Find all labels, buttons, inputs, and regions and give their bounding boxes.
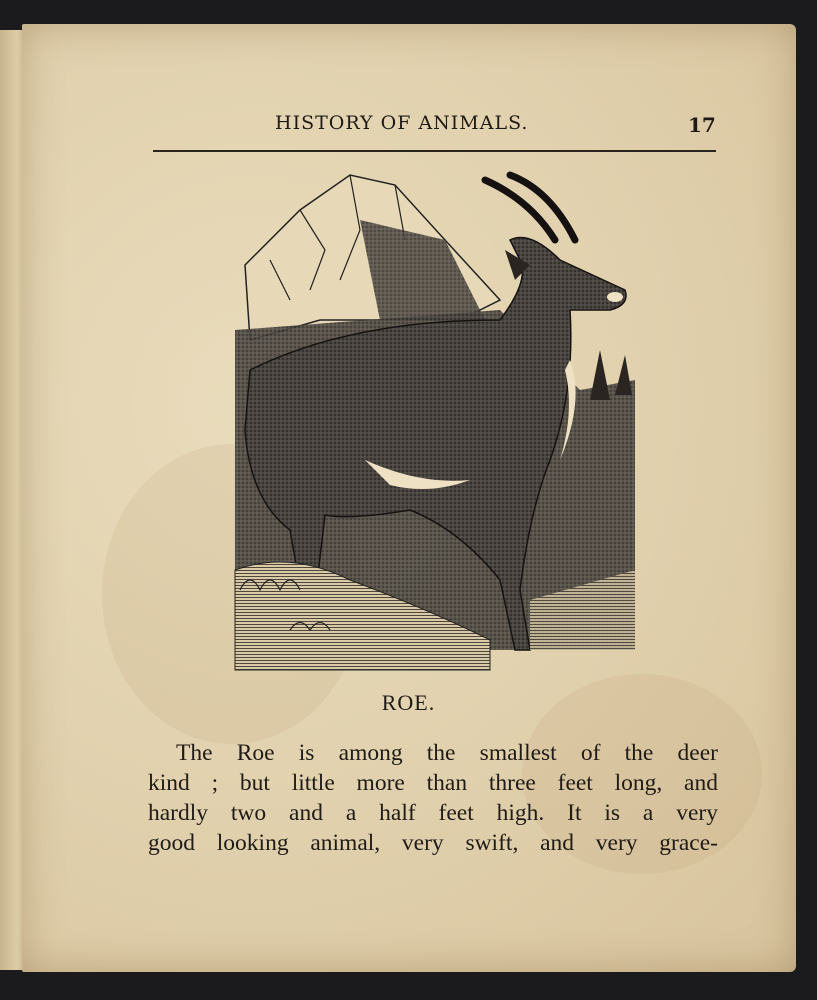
text-line: good looking animal, very swift, and very grace-	[148, 830, 718, 856]
text-line: The Roe is among the smallest of the deer	[176, 740, 718, 766]
page-number: 17	[688, 113, 716, 137]
text-line: kind ; but little more than three feet long, and	[148, 770, 718, 796]
header-rule	[153, 150, 716, 152]
body-paragraph	[148, 738, 718, 858]
text-line: hardly two and a half feet high. It is a very	[148, 800, 718, 826]
running-head: HISTORY OF ANIMALS.	[275, 112, 529, 134]
roe-deer-woodcut-icon	[230, 170, 640, 675]
figure-caption: ROE.	[381, 690, 436, 715]
